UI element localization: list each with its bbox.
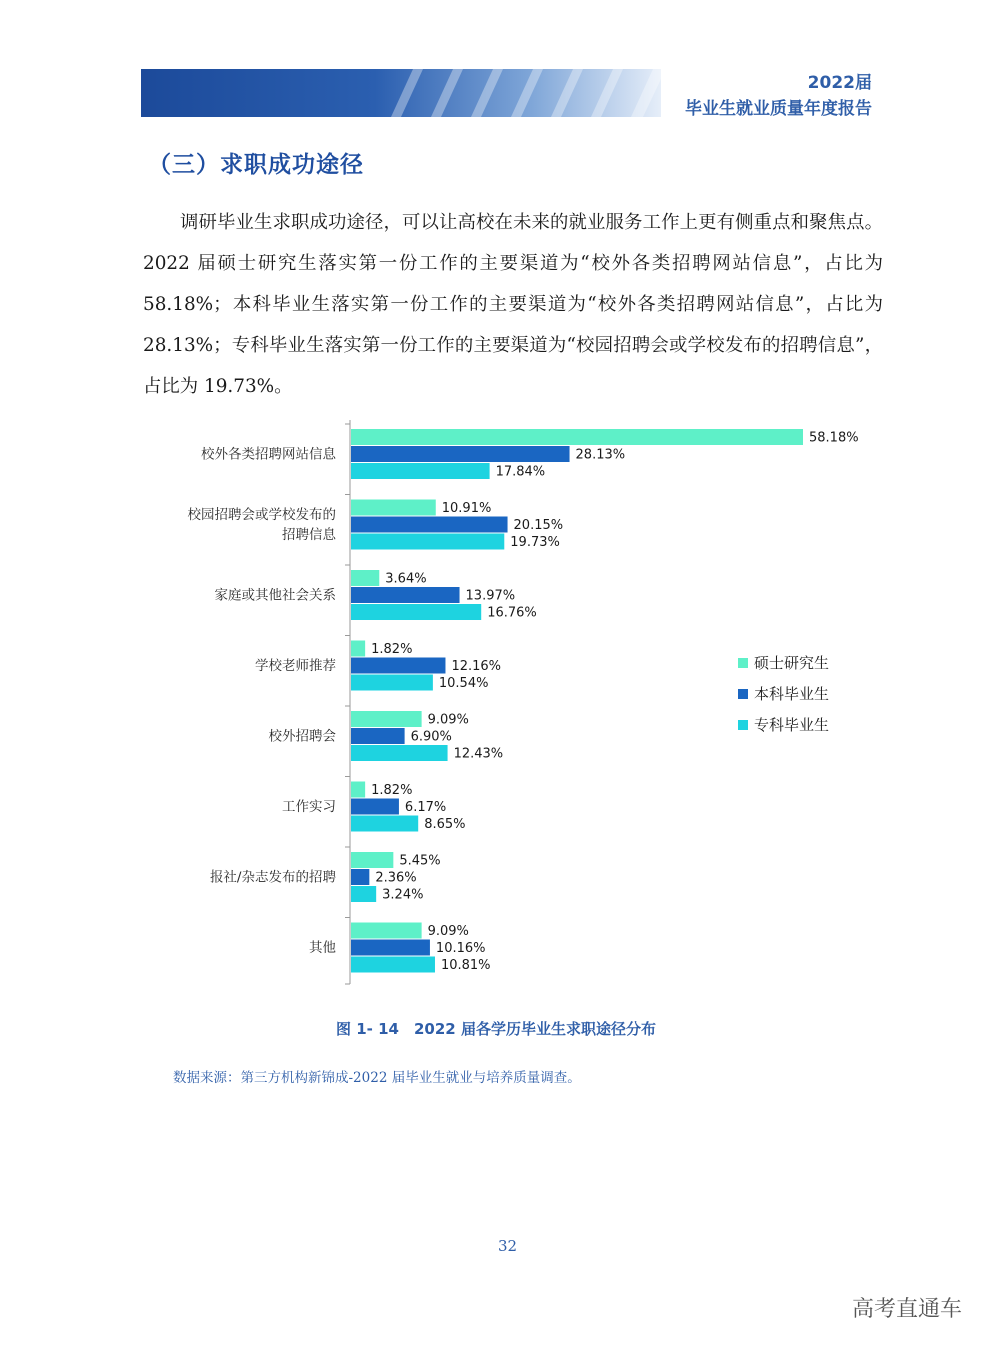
header-decorative-band [141,69,661,117]
data-label: 13.97% [465,588,516,604]
legend-swatch [738,689,748,699]
bar-专科毕业生 [351,957,435,973]
data-label: 19.73% [510,535,560,550]
bar-专科毕业生 [351,745,448,761]
bar-硕士研究生 [351,570,379,586]
bar-硕士研究生 [351,923,422,939]
category-label: 家庭或其他社会关系 [214,587,336,604]
bar-硕士研究生 [351,500,436,516]
bar-专科毕业生 [351,675,433,691]
report-header-title [685,70,872,122]
data-label: 20.15% [513,518,564,533]
legend-swatch [738,658,748,668]
data-label: 10.16% [435,941,486,956]
data-label: 2.36% [375,870,417,886]
category-label: 校外各类招聘网站信息 [201,446,336,463]
bar-本科毕业生 [351,728,405,744]
job-channel-bar-chart [150,420,870,990]
data-label: 10.91% [441,501,492,516]
legend-swatch [738,720,748,730]
data-label: 9.09% [427,924,469,939]
bar-本科毕业生 [351,940,430,956]
data-label: 17.84% [495,464,546,480]
report-title: 毕业生就业质量年度报告 [685,99,872,119]
category-label: 报社/杂志发布的招聘 [209,869,336,886]
bar-专科毕业生 [351,534,504,550]
bar-硕士研究生 [351,641,365,657]
section-heading: （三）求职成功途径 [148,152,364,178]
data-label: 9.09% [427,712,469,728]
bar-专科毕业生 [351,463,490,479]
body-text: 调研毕业生求职成功途径，可以让高校在未来的就业服务工作上更有侧重点和聚焦点。2022 届硕士研究生落实第一份工作的主要渠道为“校外各类招聘网站信息”，占比为 58.18%；本科毕业生落实第一份工作的主要渠道为“校外各类招聘网站信息”，占比为 28.13%；专科毕业生落实第一份工作的主要渠道为“校园招聘会或学校发布的招聘信息”，占比为 19.73%。 [143,212,883,397]
category-label: 学校老师推荐 [255,658,336,674]
data-label: 5.45% [399,853,441,869]
data-label: 12.43% [453,746,504,762]
data-label: 16.76% [487,605,537,621]
bar-硕士研究生 [351,711,422,727]
category-label: 工作实习 [282,799,336,815]
category-label: 校园招聘会或学校发布的招聘信息 [187,507,336,543]
data-label: 6.17% [404,800,447,815]
bar-本科毕业生 [351,587,460,603]
data-label: 28.13% [575,447,626,463]
bar-硕士研究生 [351,782,365,798]
bar-专科毕业生 [351,886,376,902]
data-label: 12.16% [451,659,502,674]
bar-本科毕业生 [351,799,399,815]
report-year: 2022届 [807,73,872,93]
bar-硕士研究生 [351,429,803,445]
data-label: 3.64% [385,571,427,587]
data-label: 10.81% [440,958,491,973]
data-label: 58.18% [809,430,859,446]
bar-本科毕业生 [351,658,445,674]
data-source-note: 数据来源：第三方机构新锦成-2022 届毕业生就业与培养质量调查。 [173,1070,581,1086]
body-paragraph [143,202,883,407]
data-label: 8.65% [424,817,466,832]
chart-caption: 图 1- 14 2022 届各学历毕业生求职途径分布 [336,1020,656,1038]
bar-硕士研究生 [351,852,393,868]
category-label: 其他 [309,940,336,956]
category-label: 校外招聘会 [268,728,336,745]
data-label: 10.54% [438,676,489,691]
bar-专科毕业生 [351,604,481,620]
watermark-text: 高考直通车 [851,1297,962,1322]
legend-label: 专科毕业生 [754,716,830,734]
data-label: 1.82% [371,783,413,798]
bar-本科毕业生 [351,517,508,533]
legend-label: 本科毕业生 [754,685,830,703]
bar-本科毕业生 [351,869,369,885]
bar-本科毕业生 [351,446,570,462]
legend-label: 硕士研究生 [754,654,830,672]
bar-专科毕业生 [351,816,418,832]
data-label: 6.90% [410,729,452,745]
data-label: 1.82% [371,642,413,657]
data-label: 3.24% [382,887,424,903]
page-number: 32 [497,1237,518,1255]
